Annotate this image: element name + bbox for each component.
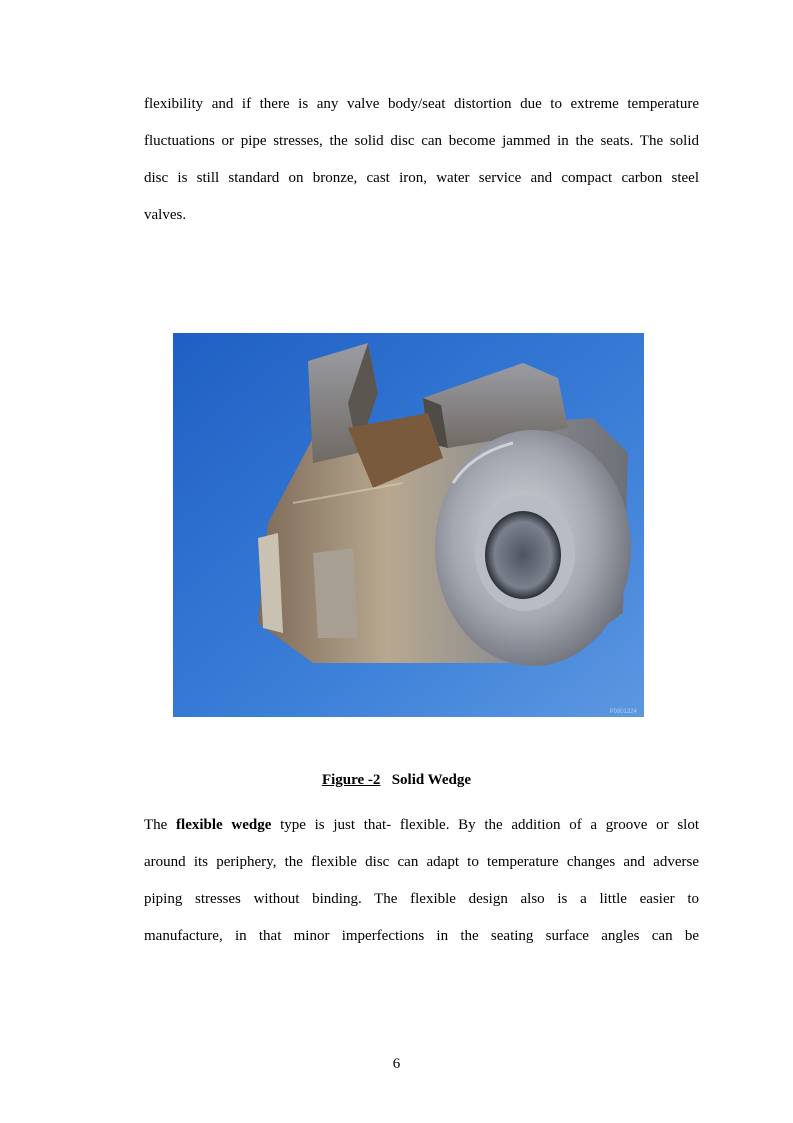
photo-watermark: P0801224 [609,709,637,715]
line-suffix: type is just that- flexible. By the addition of a groove or slot [271,817,699,833]
paragraph-line: disc is still standard on bronze, cast iron, water service and compact carbon steel [144,170,699,186]
paragraph-line: flexibility and if there is any valve body/seat distortion due to extreme temperature [144,96,699,112]
term-flexible-wedge: flexible wedge [176,817,272,833]
paragraph-line [144,807,699,844]
body-paragraph-1 [144,86,699,234]
figure-number: Figure -2 [321,772,381,788]
paragraph-line: manufacture, in that minor imperfections in the seating surface angles can be [144,928,699,944]
page-number: 6 [392,1056,401,1072]
figure-caption [0,772,793,789]
body-paragraph-2 [144,807,699,955]
paragraph-line: valves. [144,207,187,223]
line-prefix: The [144,817,177,833]
figure-title: Solid Wedge [391,772,472,788]
paragraph-line: fluctuations or pipe stresses, the solid disc can become jammed in the seats. The solid [144,133,699,149]
solid-wedge-photo [173,333,644,717]
paragraph-line: around its periphery, the flexible disc can adapt to temperature changes and adverse [144,854,699,870]
paragraph-line: piping stresses without binding. The flexible design also is a little easier to [144,891,699,907]
